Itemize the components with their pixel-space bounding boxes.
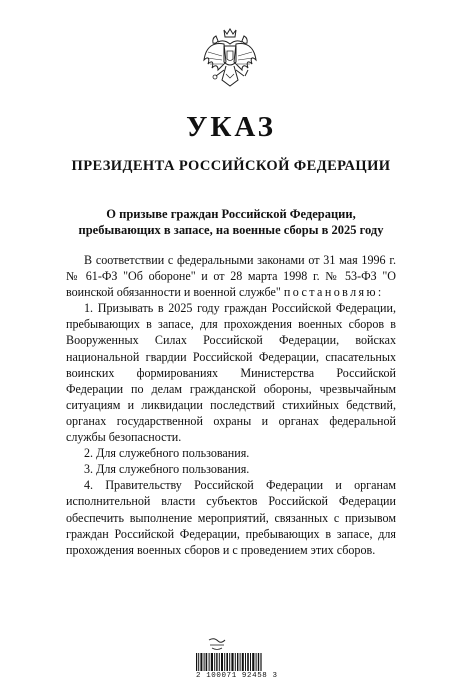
state-emblem-icon [202, 26, 258, 92]
decree-heading [60, 206, 402, 238]
document-title: УКАЗ [186, 111, 276, 143]
document-subtitle: ПРЕЗИДЕНТА РОССИЙСКОЙ ФЕДЕРАЦИИ [71, 158, 391, 174]
barcode-number: 2 100071 92458 3 [196, 672, 278, 680]
decree-heading-line: пребывающих в запасе, на военные сборы в 2025 году [78, 223, 384, 237]
decree-item-1: 1. Призывать в 2025 году граждан Российской Федерации, пребывающих в запасе, для прохождения военных сборов в Вооруженных Силах Российской Федерации, войсках национальной гвардии Российской Федерации, спасательных воинских формированиях Министерства Российской Федерации по делам гражданской обороны, чрезвычайным ситуациям и ликвидации последствий стихийных бедствий, органах государственной охраны и органах федеральной службы безопасности. [66, 301, 396, 445]
printer-mark-icon [206, 636, 228, 652]
decree-item-4: 4. Правительству Российской Федерации и органам исполнительной власти субъектов Российской Федерации обеспечить выполнение мероприятий, связанных с призывом граждан Российской Федерации, пребывающих в запасе, для прохождения военных сборов и с проведением этих сборов. [66, 478, 396, 557]
barcode-icon [196, 653, 262, 671]
barcode-block [196, 636, 276, 684]
decree-item-3: 3. Для служебного пользования. [84, 462, 250, 477]
preamble-text: В соответствии с федеральными законами от 31 мая 1996 г. № 61-ФЗ "Об обороне" и от 28 марта 1998 г. № 53-ФЗ "О воинской обязанности и военной службе" [66, 253, 396, 300]
preamble-paragraph [66, 252, 396, 300]
decree-heading-line: О призыве граждан Российской Федерации, [106, 207, 356, 221]
decree-word: постановляю: [283, 285, 384, 300]
decree-body [66, 252, 396, 558]
decree-item-2: 2. Для служебного пользования. [84, 446, 250, 461]
